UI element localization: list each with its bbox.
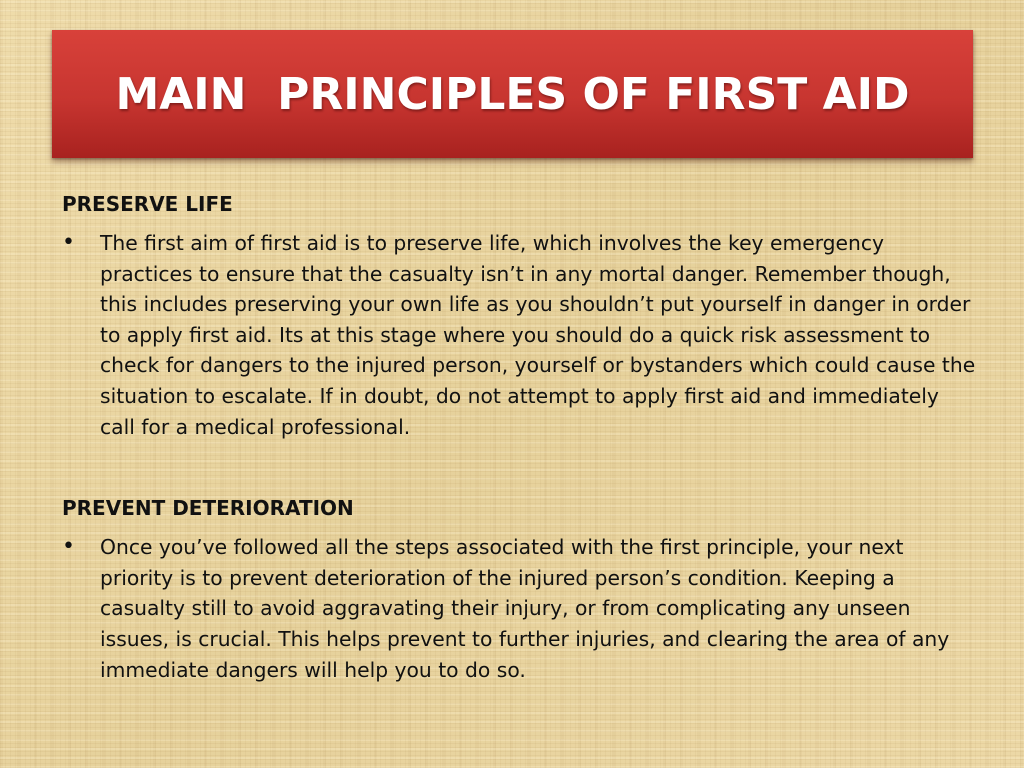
section-preserve-life [62, 190, 982, 442]
section-heading: PREVENT DETERIORATION [62, 496, 354, 521]
bullet-text: Once you’ve followed all the steps associated with the first principle, your next priority is to prevent deterioration of the injured person’s condition. Keeping a casualty still to avoid aggravating their injury, or from complicating any unseen issues, is crucial. This helps prevent to further injuries, and clearing the area of any immediate dangers will help you to do so. [100, 535, 950, 682]
bullet-item [62, 228, 982, 442]
bullet-icon: • [62, 534, 75, 560]
title-banner [52, 30, 973, 158]
slide-content [62, 190, 982, 685]
bullet-item [62, 532, 982, 685]
bullet-text: The first aim of first aid is to preserve life, which involves the key emergency practices to ensure that the casualty isn’t in any mortal danger. Remember though, this includes preserving your own life as you shouldn’t put yourself in danger in order to apply first aid. Its at this stage where you should do a quick risk assessment to check for dangers to the injured person, yourself or bystanders which could cause the situation to escalate. If in doubt, do not attempt to apply first aid and immediately call for a medical professional. [100, 231, 976, 439]
section-heading: PRESERVE LIFE [62, 192, 233, 216]
bullet-icon: • [62, 230, 75, 255]
slide-title: MAIN PRINCIPLES OF FIRST AID [115, 68, 910, 120]
section-prevent-deterioration [62, 494, 982, 685]
